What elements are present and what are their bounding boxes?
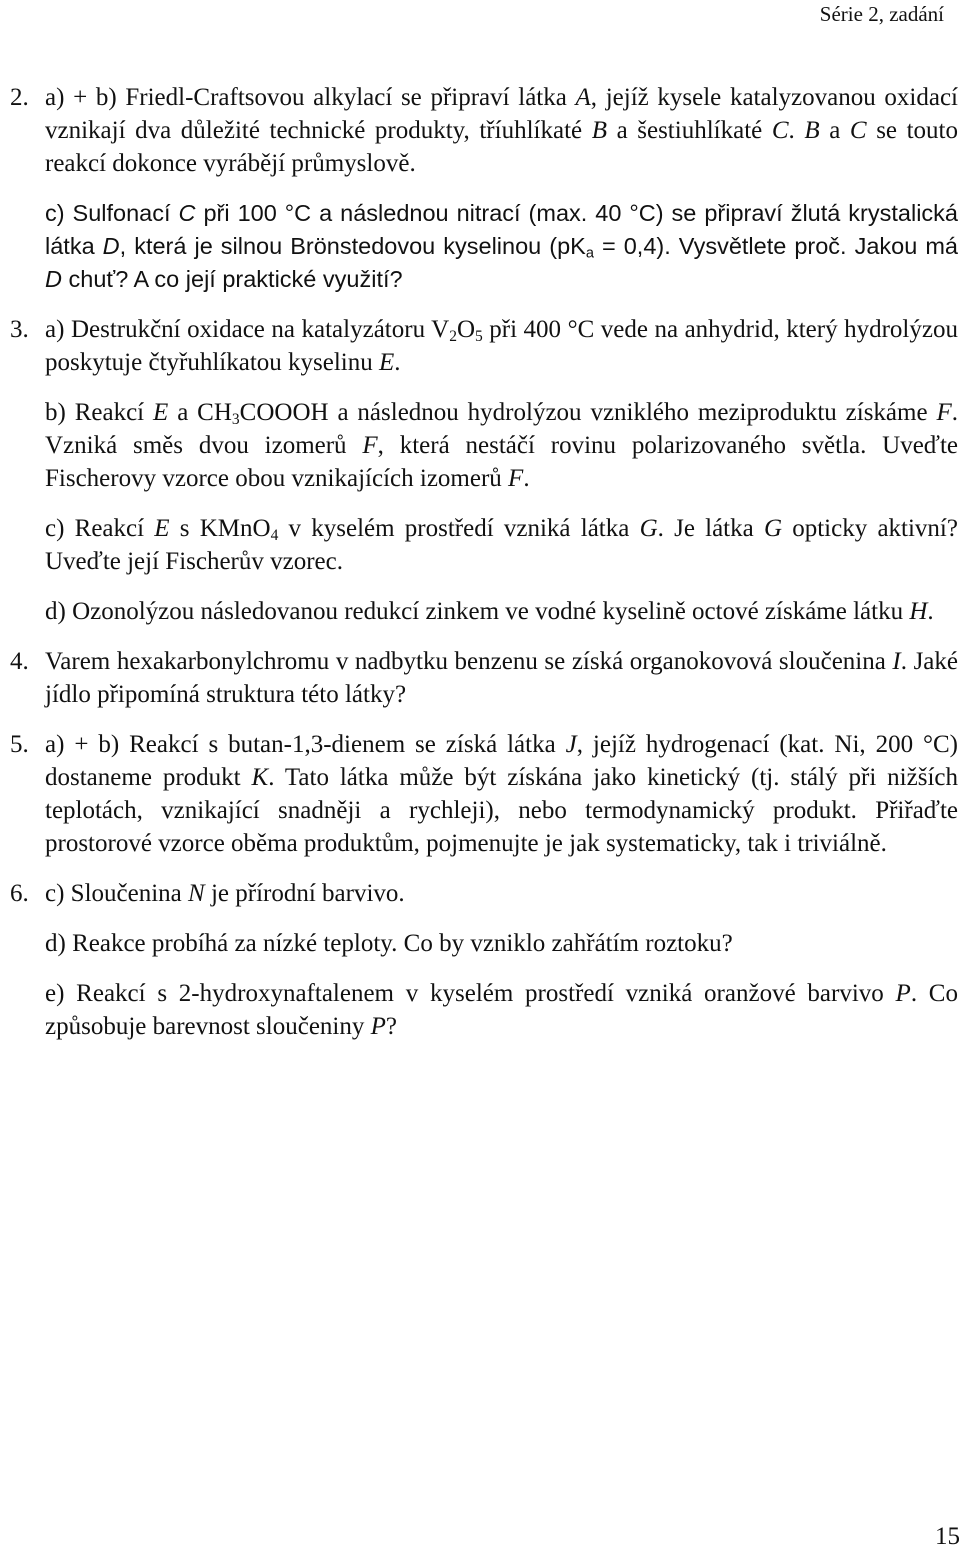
page-header: Série 2, zadání <box>819 2 944 26</box>
question-number: 4. <box>10 648 29 675</box>
question-2-ab: a) + b) Friedl-Craftsovou alkylací se připraví látka A, jejíž kysele katalyzovanou oxidací vznikají dva důležité technické produkty, tříuhlíkaté B a šestiuhlíkaté C. B a C se touto reakcí dokonce vyrábějí průmyslově. <box>45 84 959 177</box>
question-number: 2. <box>10 84 29 111</box>
question-3-b: b) Reakcí E a $CH_3COOOH$ a následnou hydrolýzou vzniklého meziproduktu získáme F. Vzniká směs dvou izomerů F, která nestáčí rovinu polarizovaného světla. Uveďte Fischerovy vzorce obou vznikajících izomerů F. <box>45 399 958 492</box>
question-4-text: Varem hexakarbonylchromu v nadbytku benzenu se získá organokovová sloučenina I. Jaké jídlo připomíná struktura této látky? <box>45 648 959 708</box>
question-3-a: a) Destrukční oxidace na katalyzátoru $V_2O_5$ při 400 °C vede na anhydrid, který hydrolýzou poskytuje čtyřuhlíkatou kyselinu E. <box>45 316 958 376</box>
question-2 <box>10 81 958 296</box>
document-body <box>10 81 958 1043</box>
question-3 <box>10 313 958 628</box>
question-6-d: d) Reakce probíhá za nízké teploty. Co by vzniklo zahřátím roztoku? <box>45 930 733 957</box>
question-4 <box>10 645 958 711</box>
question-number: 6. <box>10 880 29 907</box>
question-number: 3. <box>10 316 29 343</box>
question-6 <box>10 877 958 1043</box>
question-5-ab: a) + b) Reakcí s butan-1,3-dienem se získá látka J, jejíž hydrogenací (kat. Ni, 200 °C) dostaneme produkt K. Tato látka může být získána jako kinetický (tj. stálý při nižších teplotách, vznikající snadněji a rychleji), nebo termodynamický produkt. Přiřaďte prostorové vzorce oběma produktům, pojmenujte je jak systematicky, tak i triviálně. <box>45 731 958 857</box>
question-number: 5. <box>10 731 29 758</box>
question-3-d: d) Ozonolýzou následovanou redukcí zinkem ve vodné kyselině octové získáme látku H. <box>45 598 934 625</box>
question-6-e: e) Reakcí s 2-hydroxynaftalenem v kyselém prostředí vzniká oranžové barvivo P. Co způsobuje barevnost sloučeniny P? <box>45 980 958 1040</box>
question-3-c: c) Reakcí E s KMnO$_4$ v kyselém prostředí vzniká látka G. Je látka G opticky aktivní? Uveďte její Fischerův vzorec. <box>45 515 958 575</box>
question-2-c: c) Sulfonací C při 100 °C a následnou nitrací (max. 40 °C) se připraví žlutá krystalická látka D, která je silnou Brönstedovou kyselinou $(pK_a = 0,4)$. Vysvětlete proč. Jakou má D chuť? A co její praktické využití? <box>45 200 958 292</box>
question-6-c: c) Sloučenina N je přírodní barvivo. <box>45 880 405 907</box>
page-number: 15 <box>935 1523 960 1550</box>
question-5 <box>10 728 958 860</box>
